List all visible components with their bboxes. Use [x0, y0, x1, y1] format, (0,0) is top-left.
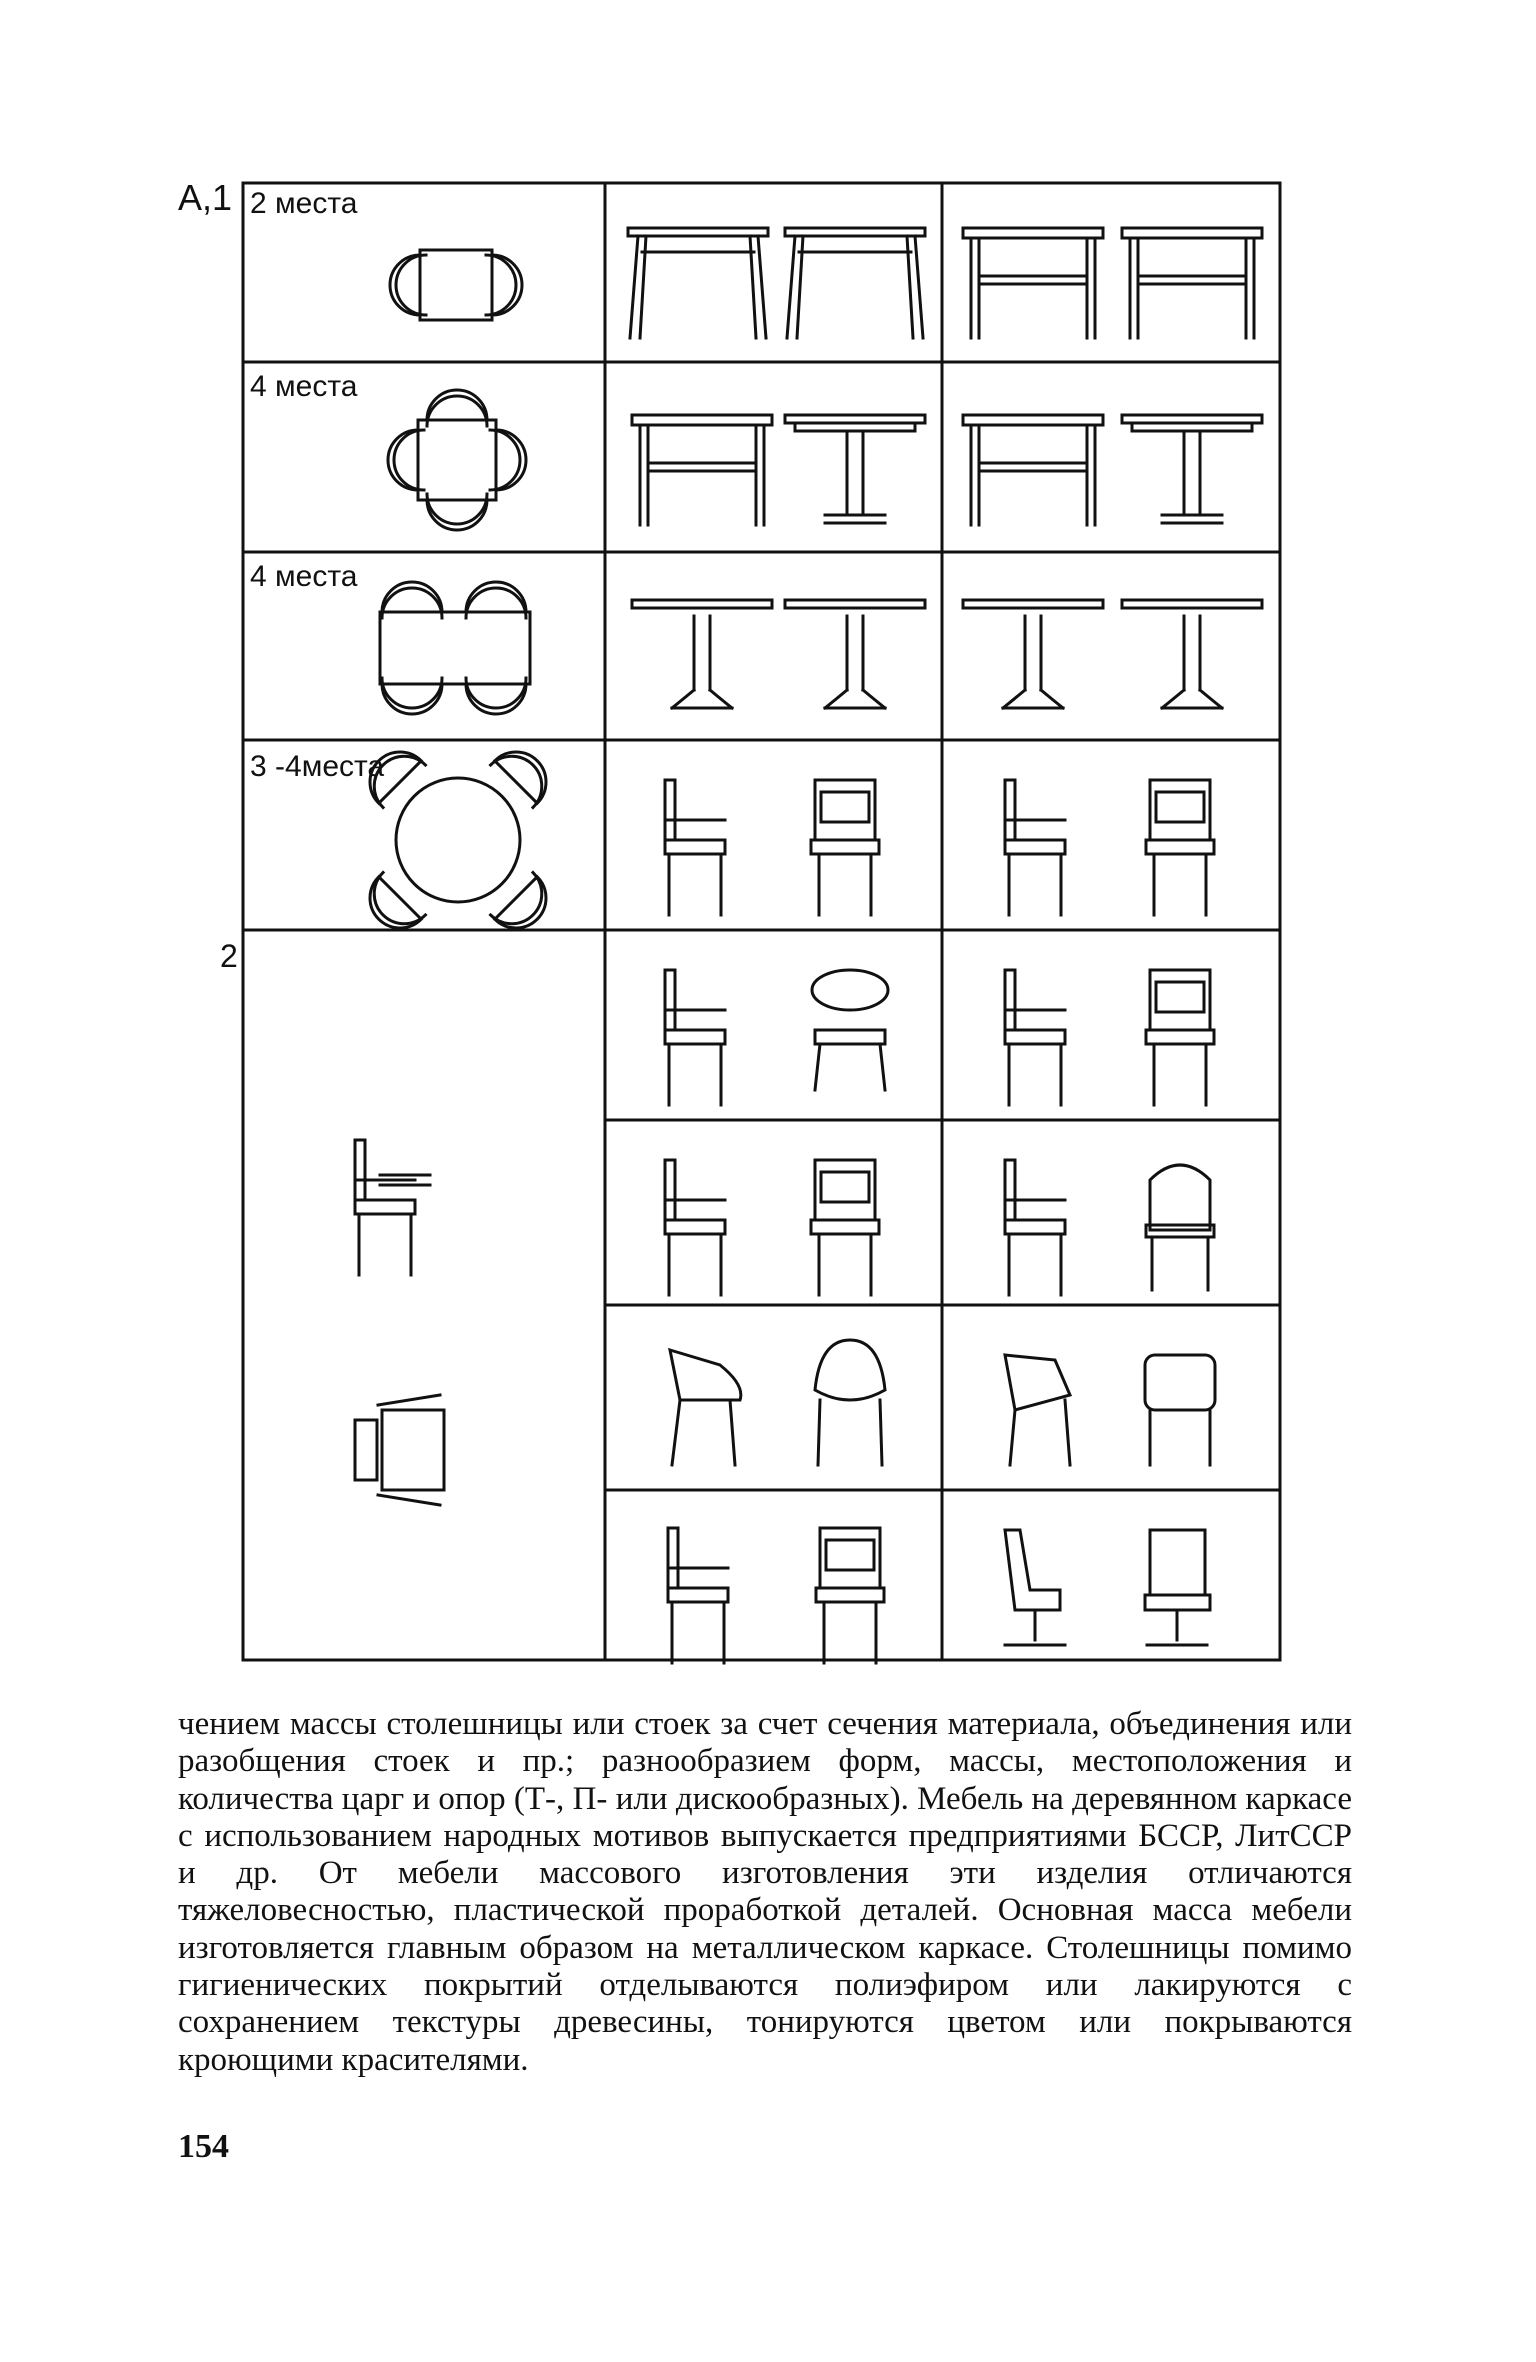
cell-label-3-4-places: 3 -4места: [250, 750, 385, 783]
body-paragraph: [178, 1706, 1352, 2079]
page-number: 154: [178, 2128, 229, 2165]
cell-label-2-places: 2 места: [250, 187, 358, 220]
section-2-label: 2: [220, 938, 238, 974]
cell-label-4-places-rect: 4 места: [250, 560, 358, 593]
body-text: чением массы столешницы или стоек за счет сечения материала, объединения или разобщения стоек и пр.; разнообразием форм, массы, местоположения и количества царг и опор (Т-, П- или дискообразных). Мебель на деревянном каркасе с использованием народных мотивов выпускается предприятиями БССР, ЛитССР и др. От мебели массового изготовления эти изделия отличаются тяжеловесностью, пластической проработкой деталей. Основная масса мебели изготовляется главным образом на металлическом каркасе. Столешницы помимо гигиенических покрытий отделываются полиэфиром или лакируются с сохранением текстуры древесины, тонируются цветом или покрываются кроющими красителями.: [178, 1706, 1352, 2078]
cell-label-4-places-square: 4 места: [250, 370, 358, 403]
section-a-label: А,1: [178, 177, 233, 218]
